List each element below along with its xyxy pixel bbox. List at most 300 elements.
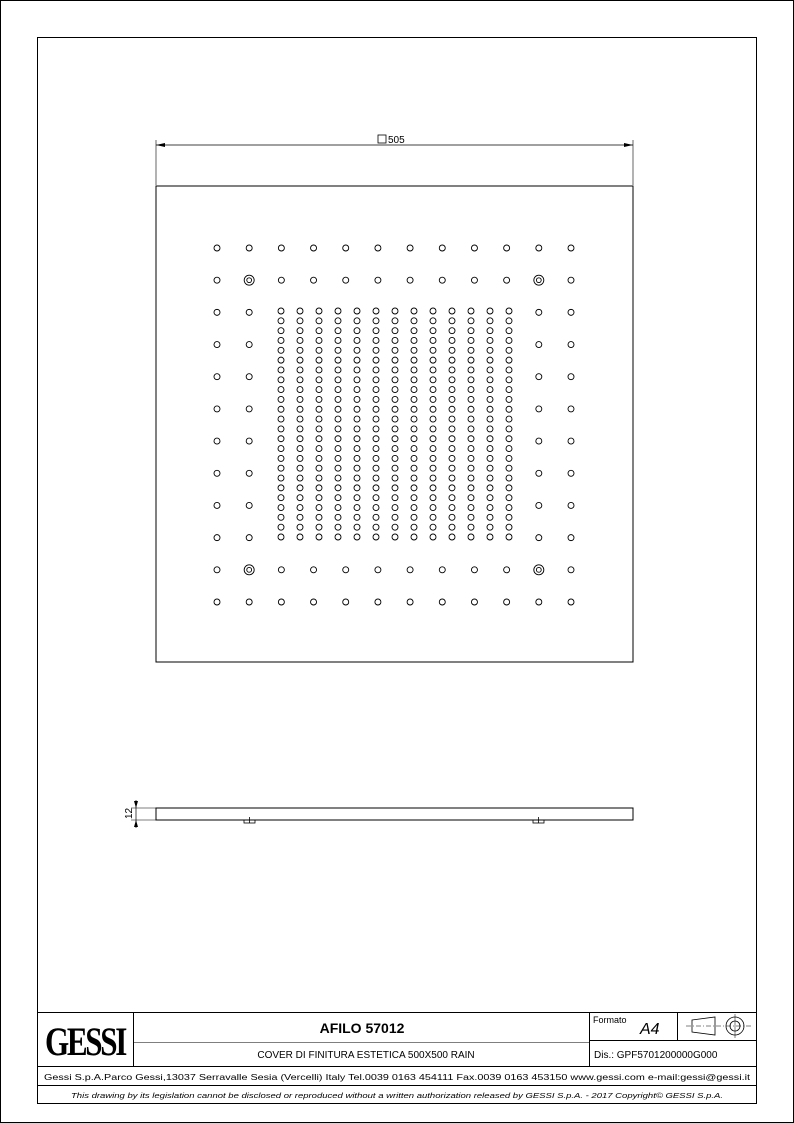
spray-hole [278,245,284,251]
spray-jet [449,406,455,412]
mounting-hole [534,275,544,285]
spray-jet [278,436,284,442]
spray-jet [449,396,455,402]
spray-hole [311,599,317,605]
spray-jet [506,308,512,314]
drawing-frame [38,38,757,1104]
spray-jet [487,465,493,471]
spray-jet [449,416,455,422]
spray-jet [278,426,284,432]
spray-jet [487,505,493,511]
spray-jet [297,308,303,314]
spray-hole [214,406,220,412]
spray-jet [354,485,360,491]
spray-jet [373,426,379,432]
spray-jet [316,367,322,373]
outer-border [1,1,794,1123]
spray-jet [449,328,455,334]
spray-jet [411,387,417,393]
spray-jet [468,406,474,412]
spray-hole [568,599,574,605]
spray-jet [335,308,341,314]
spray-jet [506,347,512,353]
spray-jet [335,426,341,432]
spray-jet [335,534,341,540]
spray-jet [411,347,417,353]
spray-jet [487,426,493,432]
spray-hole [536,245,542,251]
spray-jet [430,377,436,383]
spray-jet [506,446,512,452]
spray-jet [506,436,512,442]
projection-symbol-icon [686,1014,752,1038]
spray-jet [354,475,360,481]
spray-hole [536,502,542,508]
spray-jet [487,347,493,353]
spray-hole [343,567,349,573]
spray-jet [278,505,284,511]
spray-jet [335,524,341,530]
spray-hole [214,309,220,315]
mounting-hole-inner [536,567,541,572]
spray-hole [439,277,445,283]
spray-jet [335,328,341,334]
spray-jet [506,475,512,481]
spray-jet [297,396,303,402]
spray-holes-group [214,245,574,605]
spray-jet [430,455,436,461]
spray-jet [354,396,360,402]
spray-jet [316,328,322,334]
spray-hole [568,567,574,573]
spray-jet [316,436,322,442]
spray-jet [468,446,474,452]
spray-hole [214,277,220,283]
spray-jet [297,416,303,422]
spray-hole [246,309,252,315]
spray-jet [487,485,493,491]
cover-plate-outline [156,186,633,662]
spray-hole [504,245,510,251]
spray-jet [430,406,436,412]
spray-jet [373,387,379,393]
spray-hole [471,567,477,573]
spray-jet [468,347,474,353]
spray-hole [504,599,510,605]
spray-hole [536,374,542,380]
spray-hole [568,535,574,541]
spray-jet [430,446,436,452]
spray-jet [335,337,341,343]
spray-jet [506,396,512,402]
spray-jet [449,308,455,314]
spray-jet [278,416,284,422]
spray-hole [536,342,542,348]
spray-jet [487,416,493,422]
spray-jet [373,367,379,373]
spray-jet [392,318,398,324]
spray-hole [214,567,220,573]
spray-jet [506,505,512,511]
spray-jet [354,505,360,511]
product-title: AFILO 57012 [319,1020,405,1036]
spray-hole [568,277,574,283]
drawing-number: Dis.: GPF5701200000G000 [594,1050,718,1061]
spray-jet [373,436,379,442]
spray-jet [449,485,455,491]
spray-jet [392,337,398,343]
spray-jet [468,534,474,540]
spray-jet [278,514,284,520]
spray-jet [297,377,303,383]
top-view [156,135,633,662]
spray-jet [449,534,455,540]
spray-jet [373,347,379,353]
spray-jet [411,455,417,461]
spray-hole [214,470,220,476]
spray-jet [373,406,379,412]
spray-jet [373,485,379,491]
spray-jet [392,446,398,452]
spray-jet [449,524,455,530]
spray-jet [468,475,474,481]
spray-hole [407,567,413,573]
product-description: COVER DI FINITURA ESTETICA 500X500 RAIN [257,1050,475,1061]
spray-hole [214,245,220,251]
spray-jet [392,406,398,412]
spray-jet [392,495,398,501]
spray-jet [335,396,341,402]
spray-hole [214,342,220,348]
side-view [124,800,633,828]
spray-jet [392,396,398,402]
mounting-hole [244,275,254,285]
spray-jet [335,387,341,393]
spray-jet [297,505,303,511]
spray-jet [278,387,284,393]
spray-jet [278,455,284,461]
spray-hole [375,567,381,573]
spray-jet [430,357,436,363]
spray-jet [316,347,322,353]
spray-jet [468,495,474,501]
spray-jet [411,337,417,343]
spray-hole [278,567,284,573]
spray-jet [335,455,341,461]
spray-jet [278,396,284,402]
spray-jet [449,436,455,442]
spray-jet [373,328,379,334]
spray-jet [316,495,322,501]
spray-jet [354,308,360,314]
spray-jet [449,357,455,363]
spray-jet [392,426,398,432]
spray-jet [316,514,322,520]
spray-jet [278,328,284,334]
spray-jet [506,495,512,501]
spray-jet [449,377,455,383]
spray-jet [297,357,303,363]
spray-jet [335,347,341,353]
spray-jet [487,406,493,412]
spray-hole [246,535,252,541]
spray-jet [468,387,474,393]
spray-jet [316,485,322,491]
spray-jet [316,524,322,530]
spray-hole [311,277,317,283]
spray-jet [335,318,341,324]
spray-jet [297,367,303,373]
spray-jet [297,475,303,481]
spray-jet [297,495,303,501]
spray-hole [471,245,477,251]
spray-jet [335,465,341,471]
spray-jet [373,495,379,501]
spray-jet [316,308,322,314]
spray-jet [468,357,474,363]
spray-jet [335,416,341,422]
spray-jet [354,318,360,324]
spray-jet [411,328,417,334]
spray-jet [506,485,512,491]
spray-jet [411,514,417,520]
spray-jet [316,416,322,422]
spray-jet [468,465,474,471]
spray-jet [278,377,284,383]
spray-jet [373,416,379,422]
spray-jet [449,426,455,432]
spray-jet [335,495,341,501]
spray-jet [449,337,455,343]
spray-hole [246,502,252,508]
spray-jet [411,436,417,442]
spray-jet [297,485,303,491]
spray-jet [335,436,341,442]
spray-hole [278,277,284,283]
spray-jet [506,406,512,412]
spray-jet [411,308,417,314]
spray-jet [297,446,303,452]
spray-jet [411,475,417,481]
spray-jet [297,426,303,432]
spray-jet [468,416,474,422]
spray-jet [354,347,360,353]
spray-jet [392,347,398,353]
spray-jet [506,387,512,393]
spray-jet [430,505,436,511]
spray-jet [449,318,455,324]
spray-jet [392,387,398,393]
spray-jet [411,426,417,432]
spray-jet [392,436,398,442]
spray-jet [392,505,398,511]
spray-jet [316,357,322,363]
spray-jet [506,514,512,520]
spray-hole [439,567,445,573]
spray-jet [297,534,303,540]
square-symbol-icon [378,135,386,143]
spray-hole [536,438,542,444]
spray-jet [354,455,360,461]
spray-jet [430,465,436,471]
spray-hole [214,438,220,444]
mounting-hole [244,565,254,575]
spray-hole [407,599,413,605]
spray-hole [568,406,574,412]
spray-jet [506,534,512,540]
spray-jet [278,357,284,363]
spray-jet [354,465,360,471]
spray-jet [335,446,341,452]
spray-jet [354,357,360,363]
spray-hole [568,309,574,315]
spray-hole [568,502,574,508]
spray-jet [430,426,436,432]
spray-jet [411,406,417,412]
spray-jet [430,485,436,491]
spray-jet [468,328,474,334]
spray-jet [487,337,493,343]
spray-jet [468,308,474,314]
spray-jet [278,347,284,353]
spray-jet [278,308,284,314]
spray-hole [536,599,542,605]
spray-jet [487,475,493,481]
spray-jet [468,367,474,373]
spray-jet [411,416,417,422]
spray-hole [343,277,349,283]
spray-jet [278,367,284,373]
spray-hole [536,535,542,541]
spray-jet [430,396,436,402]
spray-jet [430,416,436,422]
gessi-logo: GESSI [45,1019,127,1064]
spray-jet [506,367,512,373]
spray-jet [506,318,512,324]
spray-hole [246,599,252,605]
spray-jet [392,514,398,520]
spray-jet [316,387,322,393]
spray-jet [411,485,417,491]
spray-jet [411,505,417,511]
spray-hole [536,309,542,315]
spray-jet [430,308,436,314]
spray-jet [392,455,398,461]
spray-jet [373,465,379,471]
spray-jet [392,524,398,530]
spray-jet [506,328,512,334]
spray-hole [278,599,284,605]
spray-jet [487,524,493,530]
spray-jet [430,347,436,353]
spray-jet [373,446,379,452]
spray-jet [468,455,474,461]
spray-hole [504,567,510,573]
spray-jet [411,524,417,530]
spray-jet [373,524,379,530]
formato-value: A4 [640,1021,660,1038]
spray-jet [487,318,493,324]
spray-hole [439,599,445,605]
spray-jet [449,455,455,461]
spray-jet [430,337,436,343]
spray-jet [373,318,379,324]
spray-jet [335,505,341,511]
spray-hole [407,245,413,251]
spray-jet [354,514,360,520]
spray-jet [487,534,493,540]
spray-jet [354,377,360,383]
spray-jet [373,455,379,461]
spray-jet [430,524,436,530]
spray-jet [487,367,493,373]
dimension-label-505: 505 [388,135,405,146]
spray-jet [354,328,360,334]
spray-jet [354,534,360,540]
spray-jet [354,495,360,501]
spray-jet [411,357,417,363]
spray-jet [316,377,322,383]
spray-jet [392,416,398,422]
spray-jet [297,436,303,442]
spray-jet [487,328,493,334]
spray-jet [316,455,322,461]
mounting-hole-inner [247,567,252,572]
spray-jet [392,308,398,314]
spray-hole [471,277,477,283]
spray-jet [468,505,474,511]
spray-hole [471,599,477,605]
spray-jet [468,436,474,442]
spray-jet [487,357,493,363]
spray-hole [568,438,574,444]
spray-jet [297,455,303,461]
spray-jet [430,495,436,501]
spray-jet [506,357,512,363]
cover-plate-side-outline [156,808,633,820]
title-block [38,1013,757,1101]
spray-hole [568,342,574,348]
spray-jet [506,455,512,461]
spray-jet [487,514,493,520]
spray-jet [430,534,436,540]
spray-jet [430,475,436,481]
spray-jet [354,406,360,412]
spray-hole [536,470,542,476]
spray-jet [506,377,512,383]
spray-hole [214,535,220,541]
legal-notice: This drawing by its legislation cannot be disclosed or reproduced without a written authorization released by GESSI S.p.A. - 2017 Copyright© GESSI S.p.A. [71,1091,723,1100]
spray-hole [343,245,349,251]
spray-jet [468,318,474,324]
spray-jet [354,524,360,530]
spray-hole [246,438,252,444]
spray-jet [487,446,493,452]
spray-jet [449,347,455,353]
spray-jet [354,337,360,343]
spray-jet [411,446,417,452]
spray-hole [214,374,220,380]
spray-jet [316,406,322,412]
spray-hole [504,277,510,283]
spray-jet [297,406,303,412]
spray-jet [354,367,360,373]
spray-jet [449,387,455,393]
spray-hole [311,567,317,573]
spray-hole [375,599,381,605]
spray-hole [568,470,574,476]
spray-jet [373,396,379,402]
